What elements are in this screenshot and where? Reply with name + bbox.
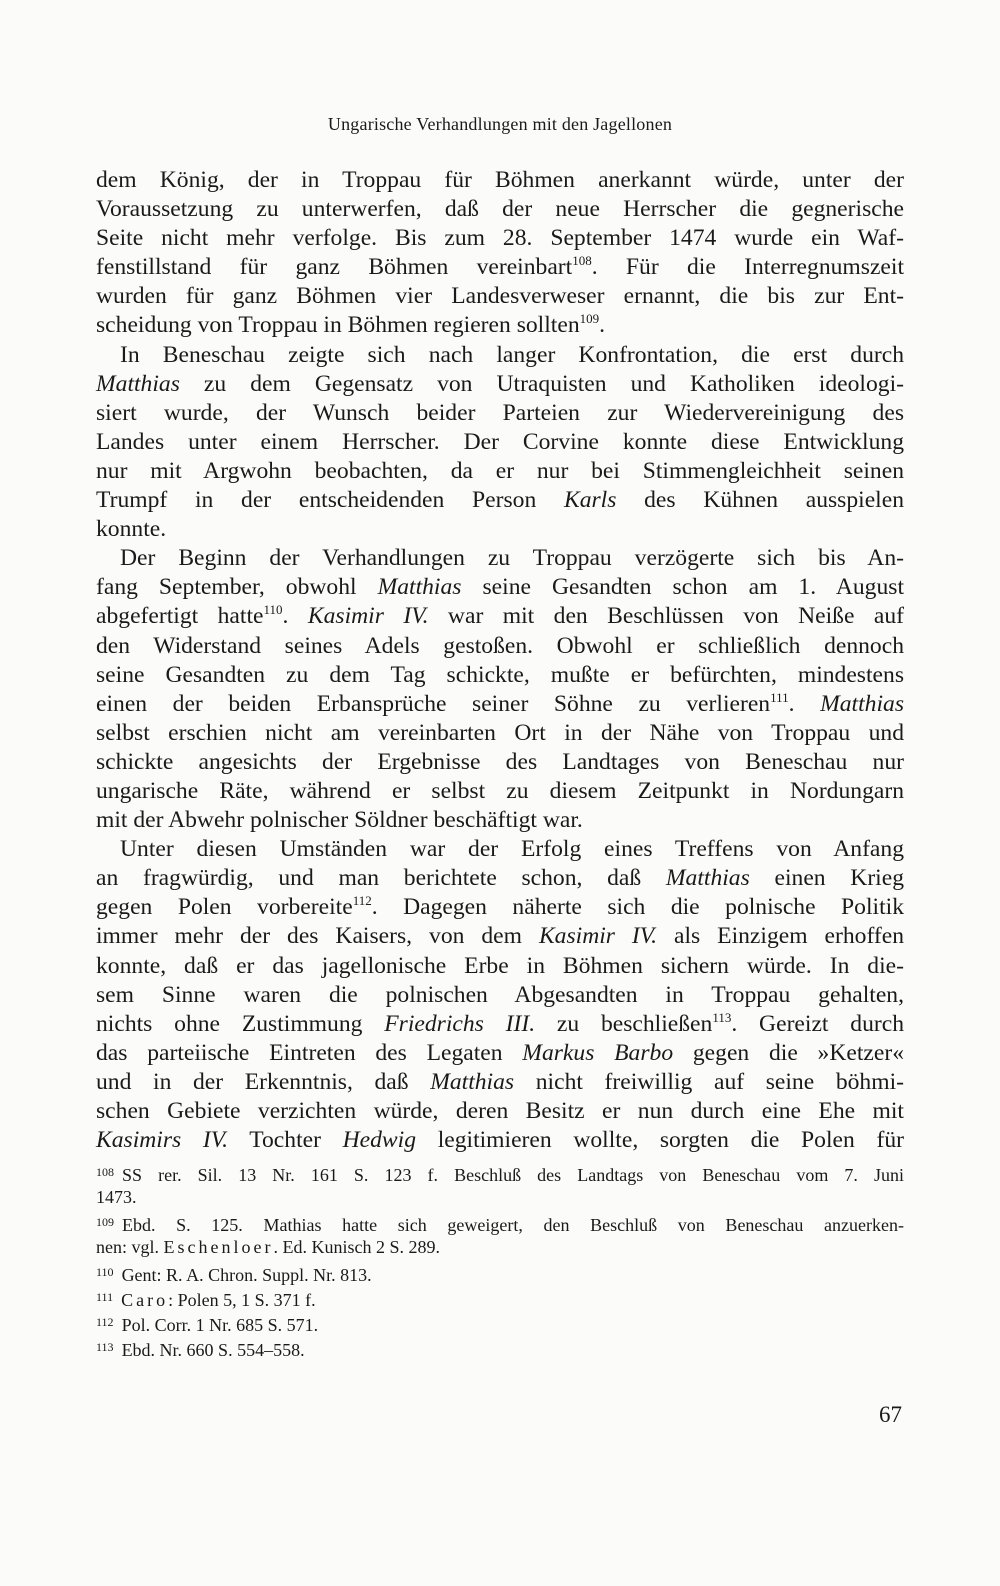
text-segment: schen Gebiete verzichten würde, deren Besitz er nun durch eine Ehe mit	[96, 1098, 904, 1124]
text-line	[96, 544, 904, 573]
footnote-marker: 113	[712, 1009, 732, 1025]
emphasis: Markus Barbo	[522, 1039, 674, 1066]
text-line	[96, 632, 904, 661]
text-segment: das parteiische Eintreten des Legaten	[96, 1039, 523, 1066]
emphasis: Matthias	[96, 370, 180, 397]
text-segment: mit der Abwehr polnischer Söldner beschäftigt war.	[96, 807, 583, 834]
text-line	[96, 719, 904, 748]
text-segment: Unter diesen Umständen war der Erfolg eines Treffens von Anfang	[120, 836, 904, 863]
text-line	[96, 922, 904, 951]
text-line	[96, 428, 904, 457]
footnote-marker: 108	[572, 253, 592, 269]
text-segment: zu dem Gegensatz von Utraquisten und Katholiken ideologi-	[179, 370, 904, 397]
text-line	[96, 486, 904, 515]
text-line	[96, 370, 904, 399]
text-line	[96, 515, 904, 544]
emphasis: Kasimir IV.	[538, 923, 658, 950]
text-segment: dem König, der in Troppau für Böhmen anerkannt würde, unter der	[96, 167, 904, 193]
emphasis: Karls	[563, 487, 617, 514]
author-name: Caro	[121, 1290, 169, 1310]
text-segment: .	[282, 603, 308, 630]
text-line	[96, 195, 904, 224]
main-text	[96, 166, 904, 1155]
text-segment: Voraussetzung zu unterwerfen, daß der neue Herrscher die gegnerische	[96, 196, 904, 223]
footnote-number: 111	[96, 1290, 114, 1304]
text-line	[96, 806, 904, 835]
emphasis: Kasimirs IV.	[96, 1127, 229, 1154]
text-line	[96, 1126, 904, 1155]
text-segment: selbst erschien nicht am vereinbarten Ort in der Nähe von Troppau und	[96, 719, 904, 746]
footnote-number: 113	[96, 1340, 114, 1354]
text-line	[96, 893, 904, 922]
footnote-line	[96, 1185, 904, 1210]
text-segment: . Gereizt durch	[731, 1010, 904, 1037]
text-line	[96, 166, 904, 195]
text-line	[96, 573, 904, 602]
text-segment: nen: vgl.	[96, 1237, 164, 1257]
page-number: 67	[879, 1402, 902, 1427]
text-segment: schickte angesichts der Ergebnisse des Landtages von Beneschau nur	[96, 748, 904, 775]
text-line	[96, 282, 904, 311]
footnote-text	[121, 1290, 316, 1310]
text-segment: siert wurde, der Wunsch beider Parteien zur Wiedervereinigung des	[96, 399, 904, 426]
text-segment: nicht freiwillig auf seine böhmi-	[514, 1068, 904, 1095]
text-line	[96, 864, 904, 893]
text-segment: .	[599, 312, 606, 339]
text-segment: Seite nicht mehr verfolge. Bis zum 28. September 1474 wurde ein Waf-	[96, 225, 904, 252]
text-segment: seine Gesandten schon am 1. August	[461, 574, 904, 601]
text-segment: scheidung von Troppau in Böhmen regieren sollten	[96, 312, 580, 339]
author-name: Eschenloer	[163, 1237, 274, 1257]
emphasis: Matthias	[665, 865, 750, 892]
text-line	[96, 457, 904, 486]
text-line	[96, 952, 904, 981]
text-line	[96, 981, 904, 1010]
footnote-marker: 109	[579, 311, 600, 327]
text-line	[96, 1068, 904, 1097]
footnote-line	[96, 1160, 904, 1185]
text-segment: legitimieren wollte, sorgten die Polen für	[416, 1127, 904, 1154]
text-segment: einen der beiden Erbansprüche seiner Söhne zu verlieren	[96, 690, 771, 717]
text-segment: Der Beginn der Verhandlungen zu Troppau verzögerte sich bis An-	[120, 545, 904, 572]
footnote-text: SS rer. Sil. 13 Nr. 161 S. 123 f. Beschluß des Landtags von Beneschau vom 7. Juni	[122, 1165, 904, 1185]
footnote-line	[96, 1260, 904, 1285]
footnote-text: 1473.	[96, 1187, 137, 1207]
text-segment: .	[788, 690, 821, 717]
text-segment: nichts ohne Zustimmung	[96, 1010, 385, 1037]
text-segment: konnte, daß er das jagellonische Erbe in Böhmen sichern würde. In die-	[96, 952, 904, 979]
text-segment: war mit den Beschlüssen von Neiße auf	[428, 603, 904, 630]
footnote-line	[96, 1210, 904, 1235]
running-header: Ungarische Verhandlungen mit den Jagellonen	[327, 114, 673, 134]
text-segment: als Einzigem erhoffen	[657, 923, 904, 950]
text-segment: konnte.	[96, 516, 167, 543]
text-segment: gegen die »Ketzer«	[673, 1039, 904, 1066]
text-line	[96, 224, 904, 253]
emphasis: Matthias	[430, 1068, 515, 1095]
footnote-line	[96, 1310, 904, 1335]
footnote-text: Gent: R. A. Chron. Suppl. Nr. 813.	[121, 1265, 372, 1285]
emphasis: Matthias	[820, 690, 905, 717]
text-line	[96, 253, 904, 282]
footnote-number: 108	[96, 1165, 114, 1179]
text-segment: den Widerstand seines Adels gestoßen. Obwohl er schließlich dennoch	[96, 632, 904, 659]
footnote-number: 110	[96, 1265, 114, 1279]
text-segment: des Kühnen ausspielen	[616, 487, 905, 514]
text-line	[96, 1010, 904, 1039]
footnote-number: 109	[96, 1215, 114, 1229]
text-line	[96, 602, 904, 631]
text-segment: einen Krieg	[749, 865, 904, 892]
text-segment: sem Sinne waren die polnischen Abgesandten in Troppau gehalten,	[96, 981, 904, 1008]
text-line	[96, 1097, 904, 1126]
text-segment: fenstillstand für ganz Böhmen vereinbart	[96, 254, 573, 281]
text-segment: . Ed. Kunisch 2 S. 289.	[273, 1237, 440, 1257]
text-segment: . Für die Interregnumszeit	[591, 254, 904, 281]
text-segment: ungarische Räte, während er selbst zu diesem Zeitpunkt in Nordungarn	[96, 777, 904, 804]
text-line	[96, 341, 904, 370]
text-segment: immer mehr der des Kaisers, von dem	[96, 923, 539, 950]
text-segment: Landes unter einem Herrscher. Der Corvine konnte diese Entwicklung	[96, 428, 904, 455]
text-segment: In Beneschau zeigte sich nach langer Konfrontation, die erst durch	[120, 341, 904, 368]
footnote-text	[96, 1237, 440, 1257]
footnote-marker: 110	[263, 602, 283, 618]
footnote-marker: 112	[352, 893, 372, 909]
footnote-text: Ebd. S. 125. Mathias hatte sich geweigert, den Beschluß von Beneschau anzuerken-	[122, 1215, 904, 1235]
text-segment: zu beschließen	[535, 1010, 713, 1037]
text-line	[96, 399, 904, 428]
footnote-text: Pol. Corr. 1 Nr. 685 S. 571.	[121, 1315, 319, 1335]
footnote-number: 112	[96, 1315, 114, 1329]
text-line	[96, 690, 904, 719]
text-line	[96, 311, 904, 340]
text-segment: Trumpf in der entscheidenden Person	[96, 487, 564, 514]
text-line	[96, 777, 904, 806]
text-line	[96, 1039, 904, 1068]
text-segment: Tochter	[228, 1127, 343, 1154]
footnote-line	[96, 1235, 904, 1260]
text-line	[96, 835, 904, 864]
text-segment: und in der Erkenntnis, daß	[96, 1068, 431, 1095]
footnote-text: Ebd. Nr. 660 S. 554–558.	[121, 1340, 305, 1360]
emphasis: Hedwig	[342, 1127, 417, 1154]
text-segment: : Polen 5, 1 S. 371 f.	[168, 1290, 316, 1310]
text-segment: fang September, obwohl	[96, 574, 378, 601]
text-segment: seine Gesandten zu dem Tag schickte, mußte er befürchten, mindestens	[96, 661, 904, 688]
footnote-line	[96, 1285, 904, 1310]
text-segment: nur mit Argwohn beobachten, da er nur bei Stimmengleichheit seinen	[96, 457, 904, 484]
text-segment: an fragwürdig, und man berichtete schon, daß	[96, 865, 666, 892]
emphasis: Matthias	[377, 574, 462, 601]
footnote-line	[96, 1335, 904, 1360]
emphasis: Friedrichs III.	[384, 1010, 536, 1037]
text-segment: abgefertigt hatte	[96, 603, 264, 630]
text-line	[96, 661, 904, 690]
text-segment: wurden für ganz Böhmen vier Landesverweser ernannt, die bis zur Ent-	[96, 283, 904, 310]
text-segment: gegen Polen vorbereite	[96, 894, 353, 921]
footnote-marker: 111	[770, 689, 789, 705]
emphasis: Kasimir IV.	[307, 603, 429, 630]
footnotes	[96, 1160, 904, 1360]
text-segment: . Dagegen näherte sich die polnische Politik	[371, 894, 904, 921]
text-line	[96, 748, 904, 777]
